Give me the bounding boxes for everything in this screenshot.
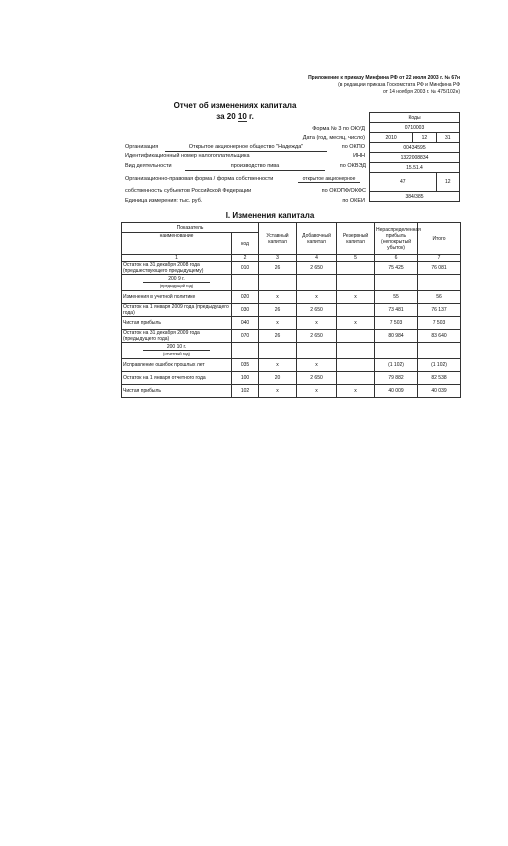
cell-c4: x	[297, 291, 337, 304]
activity-label: Вид деятельности	[125, 163, 172, 169]
cell-c6: 55	[375, 291, 418, 304]
okei-label: по ОКЕИ	[342, 198, 365, 204]
year-caption: (предыдущий год)	[159, 283, 194, 288]
table-row	[122, 275, 461, 291]
form-code: 0710003	[370, 123, 460, 133]
cell-c5	[337, 330, 375, 343]
okopf-code: 47	[370, 173, 437, 192]
cell-c7: 40 039	[418, 385, 461, 398]
cell-c7: 83 640	[418, 330, 461, 343]
cell-c7: 76 137	[418, 304, 461, 317]
table-row	[122, 317, 461, 330]
empty-cell	[232, 275, 259, 291]
period-year: 10	[237, 112, 247, 121]
cell-c4: 2 650	[297, 372, 337, 385]
header-c5: Резервный капитал	[337, 223, 375, 255]
colnum: 5	[337, 255, 375, 262]
cell-c5	[337, 372, 375, 385]
legal-value: открытое акционерное	[298, 176, 360, 183]
empty-cell	[375, 275, 418, 291]
table-row	[122, 385, 461, 398]
empty-cell	[232, 343, 259, 359]
cell-c5: x	[337, 385, 375, 398]
cell-name: Чистая прибыль	[122, 317, 232, 330]
cell-c5	[337, 359, 375, 372]
empty-cell	[418, 343, 461, 359]
period-prefix: за 20	[216, 112, 236, 121]
header-c7: Итого	[418, 223, 461, 255]
year-label: 200 10 г.	[143, 344, 210, 351]
colnum: 6	[375, 255, 418, 262]
org-name: Открытое акционерное общество "Надежда"	[165, 144, 327, 152]
colnum: 4	[297, 255, 337, 262]
cell-c4: x	[297, 317, 337, 330]
cell-code: 010	[232, 262, 259, 275]
report-period	[160, 112, 310, 122]
cell-c5: x	[337, 291, 375, 304]
cell-c7: 76 081	[418, 262, 461, 275]
year-label: 200 9 г.	[143, 276, 210, 283]
empty-cell	[337, 343, 375, 359]
cell-name: Изменения в учетной политике	[122, 291, 232, 304]
colnum: 2	[232, 255, 259, 262]
cell-name: Остаток на 31 декабря 2008 года (предшествующего предыдущему)	[122, 262, 232, 275]
ownership-label: собственность субъектов Российской Федерации	[125, 188, 252, 194]
header-line-2: (в редакции приказа Госкомстата РФ и Минфина РФ	[338, 82, 460, 88]
cell-c3: 26	[259, 304, 297, 317]
legal-label: Организационно-правовая форма / форма собственности	[125, 176, 274, 182]
cell-c3: 26	[259, 262, 297, 275]
inn-label: Идентификационный номер налогоплательщика	[125, 153, 250, 159]
empty-cell	[297, 275, 337, 291]
cell-c3: x	[259, 359, 297, 372]
okved-label: по ОКВЭД	[339, 163, 366, 169]
cell-name: Исправление ошибок прошлых лет	[122, 359, 232, 372]
cell-name: Остаток на 1 января 2009 года (предыдущего года)	[122, 304, 232, 317]
cell-c7: 7 503	[418, 317, 461, 330]
header-indicator: Показатель	[122, 223, 259, 233]
activity-value: производство пива	[185, 163, 325, 171]
cell-code: 030	[232, 304, 259, 317]
okpo-code: 00434595	[370, 143, 460, 153]
section-title: I. Изменения капитала	[225, 211, 315, 220]
cell-c3: x	[259, 291, 297, 304]
cell-c4: 2 650	[297, 262, 337, 275]
header-line-1: Приложение к приказу Минфина РФ от 22 июля 2003 г. № 67н	[308, 75, 460, 81]
cell-code: 020	[232, 291, 259, 304]
okpo-label: по ОКПО	[341, 144, 365, 150]
org-label: Организация	[125, 144, 159, 150]
cell-code: 040	[232, 317, 259, 330]
cell-c3: 26	[259, 330, 297, 343]
empty-cell	[337, 275, 375, 291]
cell-c3: x	[259, 317, 297, 330]
header-c3: Уставный капитал	[259, 223, 297, 255]
cell-c6: 7 503	[375, 317, 418, 330]
table-row	[122, 359, 461, 372]
cell-code: 070	[232, 330, 259, 343]
cell-c5	[337, 304, 375, 317]
okfs-code: 12	[436, 173, 459, 192]
header-name: наименование	[122, 233, 232, 255]
date-year: 2010	[370, 133, 413, 143]
okved-code: 15.51.4	[370, 163, 460, 173]
table-row	[122, 262, 461, 275]
cell-c6: 79 882	[375, 372, 418, 385]
table-row	[122, 372, 461, 385]
cell-code: 100	[232, 372, 259, 385]
colnum: 7	[418, 255, 461, 262]
colnum: 3	[259, 255, 297, 262]
cell-c4: 2 650	[297, 330, 337, 343]
cell-name: Остаток на 1 января отчетного года	[122, 372, 232, 385]
cell-c4: x	[297, 385, 337, 398]
cell-c3: x	[259, 385, 297, 398]
cell-name: Остаток на 31 декабря 2009 года (предыдущего года)	[122, 330, 232, 343]
codes-grid	[369, 112, 460, 202]
cell-code: 102	[232, 385, 259, 398]
cell-code: 035	[232, 359, 259, 372]
empty-cell	[375, 343, 418, 359]
header-line-3: от 14 ноября 2003 г. № 475/102н)	[383, 89, 460, 95]
inn-code-label: ИНН	[353, 153, 365, 159]
capital-changes-table	[121, 222, 461, 398]
table-row	[122, 330, 461, 343]
cell-c6: 73 481	[375, 304, 418, 317]
cell-c5: x	[337, 317, 375, 330]
empty-cell	[418, 275, 461, 291]
cell-name: Чистая прибыль	[122, 385, 232, 398]
cell-c5	[337, 262, 375, 275]
cell-c6: 75 425	[375, 262, 418, 275]
header-code: код	[232, 233, 259, 255]
cell-c4: 2 650	[297, 304, 337, 317]
date-day: 31	[436, 133, 459, 143]
report-title: Отчет об изменениях капитала	[173, 101, 297, 110]
colnum: 1	[122, 255, 232, 262]
year-header-cell	[122, 275, 232, 291]
okopf-label: по ОКОПФ/ОКФС	[321, 188, 366, 194]
period-suffix: г.	[249, 112, 254, 121]
cell-c7: (1 102)	[418, 359, 461, 372]
year-header-cell	[122, 343, 232, 359]
year-caption: (отчетный год)	[163, 351, 190, 356]
cell-c3: 20	[259, 372, 297, 385]
empty-cell	[259, 275, 297, 291]
cell-c6: (1 102)	[375, 359, 418, 372]
cell-c6: 80 984	[375, 330, 418, 343]
cell-c7: 82 538	[418, 372, 461, 385]
empty-cell	[259, 343, 297, 359]
table-row	[122, 343, 461, 359]
form-label: Форма № 3 по ОКУД	[312, 126, 365, 132]
codes-header: Коды	[370, 113, 460, 123]
header-c4: Добавочный капитал	[297, 223, 337, 255]
date-label: Дата (год, месяц, число)	[302, 135, 365, 141]
header-c6: Нераспределенная прибыль (непокрытый убыток)	[375, 223, 418, 255]
table-row	[122, 291, 461, 304]
cell-c6: 40 009	[375, 385, 418, 398]
okei-code: 384/385	[370, 192, 460, 202]
date-month: 12	[413, 133, 436, 143]
table-row	[122, 304, 461, 317]
cell-c7: 56	[418, 291, 461, 304]
empty-cell	[297, 343, 337, 359]
unit-label: Единица измерения: тыс. руб.	[125, 198, 203, 204]
cell-c4: x	[297, 359, 337, 372]
inn-code: 1322008834	[370, 153, 460, 163]
